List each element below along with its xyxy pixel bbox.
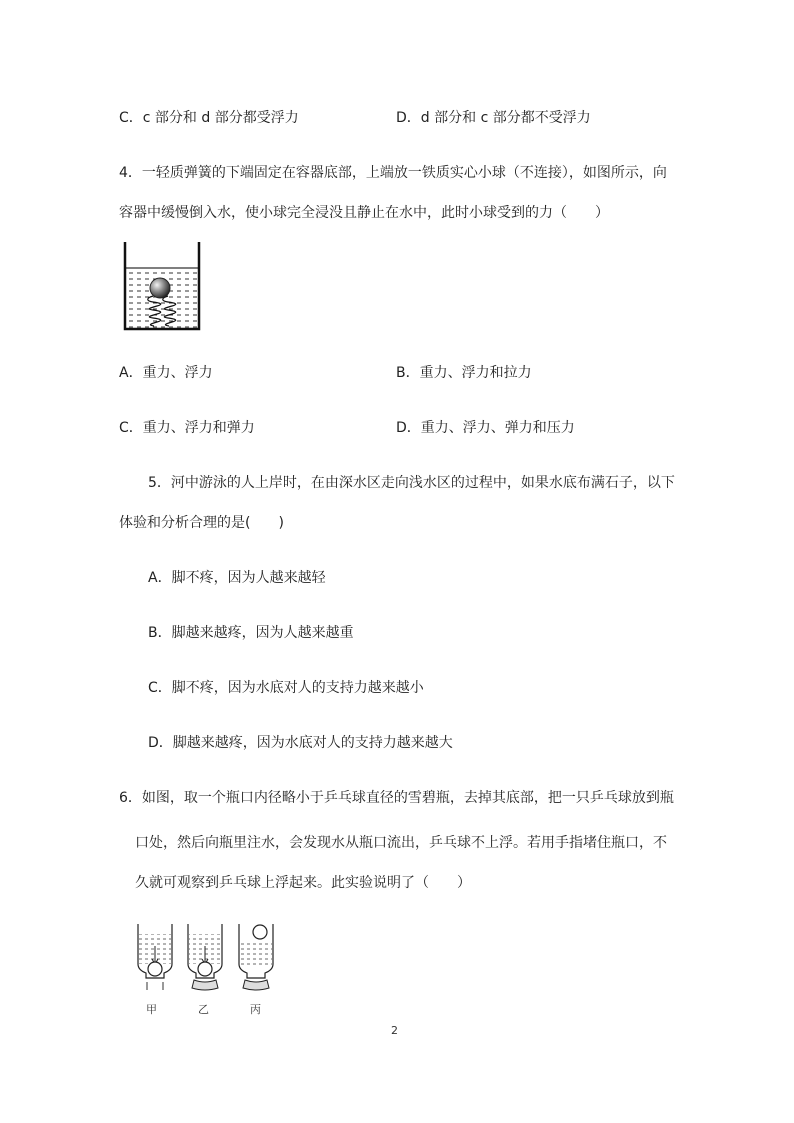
q5-stem-line2: 体验和分析合理的是( ) [119, 515, 284, 531]
q3-option-c: C．c 部分和 d 部分都受浮力 [119, 110, 299, 126]
bottle-jia [138, 924, 172, 990]
q4-option-b: B．重力、浮力和拉力 [396, 365, 532, 381]
q4-spring-ball-container-figure [120, 240, 204, 332]
bottle-yi [188, 924, 222, 990]
fig-label-yi: 乙 [198, 1003, 209, 1016]
q3-option-d: D．d 部分和 c 部分都不受浮力 [396, 110, 591, 126]
bottle-bing [239, 924, 273, 990]
q4-stem-line2: 容器中缓慢倒入水，使小球完全浸没且静止在水中，此时小球受到的力（ ） [119, 205, 609, 221]
fig-label-bing: 丙 [250, 1003, 261, 1016]
q4-option-d: D．重力、浮力、弹力和压力 [396, 420, 575, 436]
q6-bottle-pingpong-figure [132, 922, 282, 1020]
fig-label-jia: 甲 [146, 1003, 157, 1016]
q6-stem-line3: 久就可观察到乒乓球上浮起来。此实验说明了（ ） [135, 875, 471, 891]
q5-stem-line1: 5．河中游泳的人上岸时，在由深水区走向浅水区的过程中，如果水底布满石子，以下 [148, 475, 675, 491]
q5-option-b: B．脚越来越疼，因为人越来越重 [148, 625, 354, 641]
q4-option-c: C．重力、浮力和弹力 [119, 420, 255, 436]
q6-stem-line2: 口处，然后向瓶里注水，会发现水从瓶口流出，乒乓球不上浮。若用手指堵住瓶口，不 [135, 835, 667, 851]
q5-option-c: C．脚不疼，因为水底对人的支持力越来越小 [148, 680, 424, 696]
q6-stem-line1: 6．如图，取一个瓶口内径略小于乒乓球直径的雪碧瓶，去掉其底部，把一只乒乓球放到瓶 [119, 790, 674, 806]
q4-option-a: A．重力、浮力 [119, 365, 213, 381]
page-number: 2 [391, 1024, 398, 1037]
q5-option-a: A．脚不疼，因为人越来越轻 [148, 570, 326, 586]
q5-option-d: D．脚越来越疼，因为水底对人的支持力越来越大 [148, 735, 453, 751]
q4-stem-line1: 4．一轻质弹簧的下端固定在容器底部，上端放一铁质实心小球（不连接），如图所示，向 [119, 165, 667, 181]
